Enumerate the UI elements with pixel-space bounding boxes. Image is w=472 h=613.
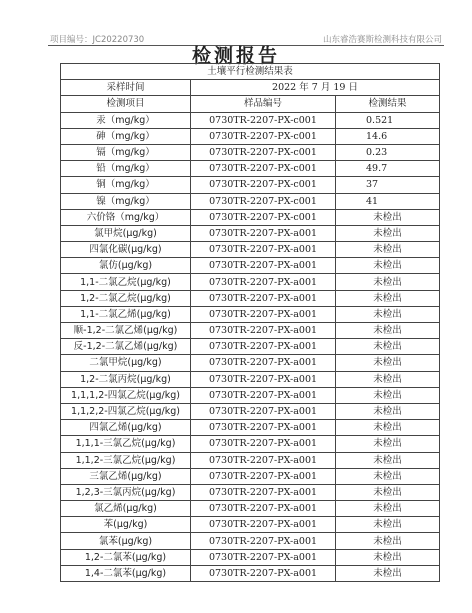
test-item-cell: 氯甲烷(μg/kg) <box>61 225 191 241</box>
table-row <box>61 112 440 128</box>
result-cell: 未检出 <box>336 306 440 322</box>
sample-id-cell: 0730TR-2207-PX-a001 <box>191 306 336 322</box>
result-cell: 49.7 <box>336 161 440 177</box>
sample-id-cell: 0730TR-2207-PX-a001 <box>191 484 336 500</box>
result-cell: 未检出 <box>336 258 440 274</box>
sample-id-cell: 0730TR-2207-PX-a001 <box>191 403 336 419</box>
report-title: 检测报告 <box>191 45 280 67</box>
test-item-cell: 反-1,2-二氯乙烯(μg/kg) <box>61 339 191 355</box>
sample-id-cell: 0730TR-2207-PX-c001 <box>191 144 336 160</box>
table-row <box>61 452 440 468</box>
table-row <box>61 403 440 419</box>
result-cell: 未检出 <box>336 371 440 387</box>
result-cell: 未检出 <box>336 323 440 339</box>
result-cell: 未检出 <box>336 452 440 468</box>
sample-id-cell: 0730TR-2207-PX-a001 <box>191 242 336 258</box>
table-row <box>61 209 440 225</box>
sample-id-cell: 0730TR-2207-PX-a001 <box>191 501 336 517</box>
test-item-cell: 二氯甲烷(μg/kg) <box>61 355 191 371</box>
sample-id-cell: 0730TR-2207-PX-a001 <box>191 452 336 468</box>
table-row <box>61 128 440 144</box>
result-cell: 未检出 <box>336 436 440 452</box>
sample-id-cell: 0730TR-2207-PX-a001 <box>191 258 336 274</box>
test-item-cell: 四氯化碳(μg/kg) <box>61 242 191 258</box>
table-row <box>61 274 440 290</box>
project-number: 项目编号：JC20220730 <box>50 35 145 45</box>
table-row <box>61 306 440 322</box>
result-cell: 未检出 <box>336 420 440 436</box>
sampling-date-label: 采样时间 <box>61 80 191 96</box>
table-row <box>61 258 440 274</box>
table-row <box>61 501 440 517</box>
result-cell: 未检出 <box>336 565 440 581</box>
test-item-cell: 1,2-二氯苯(μg/kg) <box>61 549 191 565</box>
table-row <box>61 371 440 387</box>
result-cell: 未检出 <box>336 225 440 241</box>
result-cell: 未检出 <box>336 355 440 371</box>
column-header-item: 检测项目 <box>61 96 191 112</box>
table-row <box>61 517 440 533</box>
table-row <box>61 484 440 500</box>
result-cell: 0.23 <box>336 144 440 160</box>
test-item-cell: 铜（mg/kg） <box>61 177 191 193</box>
table-row <box>61 225 440 241</box>
table-row <box>61 290 440 306</box>
test-item-cell: 1,2-二氯丙烷(μg/kg) <box>61 371 191 387</box>
table-row <box>61 339 440 355</box>
sample-id-cell: 0730TR-2207-PX-a001 <box>191 323 336 339</box>
test-item-cell: 氯苯(μg/kg) <box>61 533 191 549</box>
sample-id-cell: 0730TR-2207-PX-a001 <box>191 436 336 452</box>
table-row <box>61 549 440 565</box>
sample-id-cell: 0730TR-2207-PX-c001 <box>191 193 336 209</box>
test-item-cell: 1,1-二氯乙烯(μg/kg) <box>61 306 191 322</box>
result-cell: 未检出 <box>336 549 440 565</box>
sample-id-cell: 0730TR-2207-PX-c001 <box>191 177 336 193</box>
test-item-cell: 汞（mg/kg） <box>61 112 191 128</box>
company-name: 山东睿浩赛斯检测科技有限公司 <box>322 35 442 45</box>
result-cell: 未检出 <box>336 403 440 419</box>
sample-id-cell: 0730TR-2207-PX-c001 <box>191 112 336 128</box>
table-caption-row <box>61 64 440 80</box>
sample-id-cell: 0730TR-2207-PX-a001 <box>191 549 336 565</box>
test-item-cell: 铅（mg/kg） <box>61 161 191 177</box>
test-item-cell: 1,2-二氯乙烷(μg/kg) <box>61 290 191 306</box>
result-cell: 37 <box>336 177 440 193</box>
table-row <box>61 387 440 403</box>
test-item-cell: 1,1,1,2-四氯乙烷(μg/kg) <box>61 387 191 403</box>
result-cell: 未检出 <box>336 242 440 258</box>
sample-id-cell: 0730TR-2207-PX-a001 <box>191 355 336 371</box>
table-row <box>61 565 440 581</box>
sample-id-cell: 0730TR-2207-PX-c001 <box>191 161 336 177</box>
test-item-cell: 1,1,2,2-四氯乙烷(μg/kg) <box>61 403 191 419</box>
sample-id-cell: 0730TR-2207-PX-a001 <box>191 387 336 403</box>
sample-id-cell: 0730TR-2207-PX-a001 <box>191 339 336 355</box>
table-row <box>61 144 440 160</box>
result-cell: 未检出 <box>336 274 440 290</box>
result-cell: 未检出 <box>336 339 440 355</box>
table-row <box>61 323 440 339</box>
test-item-cell: 氯仿(μg/kg) <box>61 258 191 274</box>
sample-id-cell: 0730TR-2207-PX-a001 <box>191 290 336 306</box>
sample-id-cell: 0730TR-2207-PX-a001 <box>191 420 336 436</box>
result-cell: 未检出 <box>336 517 440 533</box>
table-row <box>61 355 440 371</box>
result-cell: 0.521 <box>336 112 440 128</box>
sampling-date-row <box>61 80 440 96</box>
test-item-cell: 氯乙烯(μg/kg) <box>61 501 191 517</box>
results-table <box>60 63 440 582</box>
test-item-cell: 1,4-二氯苯(μg/kg) <box>61 565 191 581</box>
test-item-cell: 镍（mg/kg） <box>61 193 191 209</box>
column-header-row <box>61 96 440 112</box>
test-item-cell: 顺-1,2-二氯乙烯(μg/kg) <box>61 323 191 339</box>
sample-id-cell: 0730TR-2207-PX-a001 <box>191 565 336 581</box>
test-item-cell: 四氯乙烯(μg/kg) <box>61 420 191 436</box>
column-header-result: 检测结果 <box>336 96 440 112</box>
result-cell: 未检出 <box>336 209 440 225</box>
result-cell: 未检出 <box>336 468 440 484</box>
result-cell: 41 <box>336 193 440 209</box>
sample-id-cell: 0730TR-2207-PX-a001 <box>191 225 336 241</box>
sampling-date-value: 2022 年 7 月 19 日 <box>191 80 440 96</box>
test-item-cell: 镉（mg/kg） <box>61 144 191 160</box>
table-row <box>61 436 440 452</box>
test-item-cell: 砷（mg/kg） <box>61 128 191 144</box>
table-row <box>61 533 440 549</box>
sample-id-cell: 0730TR-2207-PX-a001 <box>191 371 336 387</box>
result-cell: 未检出 <box>336 533 440 549</box>
column-header-sample: 样品编号 <box>191 96 336 112</box>
sample-id-cell: 0730TR-2207-PX-c001 <box>191 128 336 144</box>
test-item-cell: 六价铬（mg/kg） <box>61 209 191 225</box>
test-item-cell: 1,1,2-三氯乙烷(μg/kg) <box>61 452 191 468</box>
test-item-cell: 三氯乙烯(μg/kg) <box>61 468 191 484</box>
sample-id-cell: 0730TR-2207-PX-a001 <box>191 468 336 484</box>
table-row <box>61 420 440 436</box>
result-cell: 未检出 <box>336 290 440 306</box>
test-item-cell: 1,2,3-三氯丙烷(μg/kg) <box>61 484 191 500</box>
table-row <box>61 468 440 484</box>
sample-id-cell: 0730TR-2207-PX-c001 <box>191 209 336 225</box>
result-cell: 未检出 <box>336 501 440 517</box>
table-caption: 土壤平行检测结果表 <box>61 64 440 80</box>
table-row <box>61 177 440 193</box>
result-cell: 14.6 <box>336 128 440 144</box>
table-row <box>61 193 440 209</box>
result-cell: 未检出 <box>336 484 440 500</box>
sample-id-cell: 0730TR-2207-PX-a001 <box>191 533 336 549</box>
result-cell: 未检出 <box>336 387 440 403</box>
sample-id-cell: 0730TR-2207-PX-a001 <box>191 274 336 290</box>
table-row <box>61 242 440 258</box>
test-item-cell: 1,1,1-三氯乙烷(μg/kg) <box>61 436 191 452</box>
table-row <box>61 161 440 177</box>
test-item-cell: 1,1-二氯乙烷(μg/kg) <box>61 274 191 290</box>
sample-id-cell: 0730TR-2207-PX-a001 <box>191 517 336 533</box>
test-item-cell: 苯(μg/kg) <box>61 517 191 533</box>
